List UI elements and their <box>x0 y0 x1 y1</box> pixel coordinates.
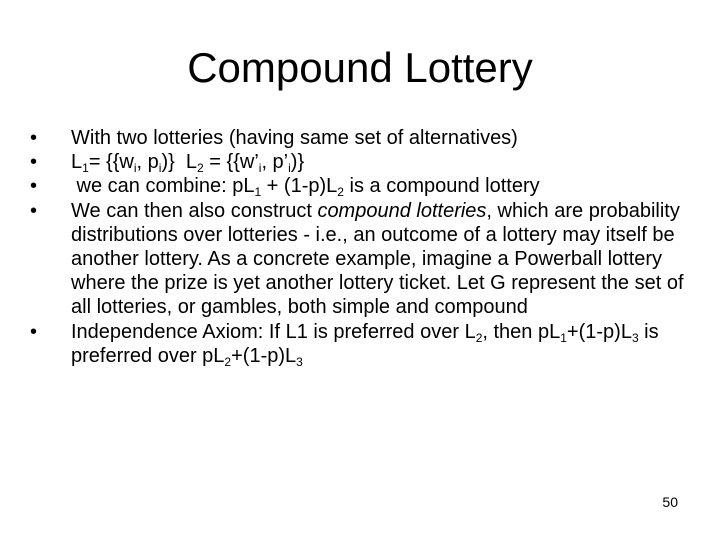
text-run: )} L <box>161 151 198 174</box>
text-run: is preferred over pL <box>71 320 659 367</box>
text-run: , then pL <box>482 320 561 343</box>
text-run: is a compound lottery <box>343 175 540 198</box>
text-run: +(1-p)L <box>231 344 297 367</box>
bullet-icon: • <box>30 199 38 222</box>
bullet-icon: • <box>30 127 38 149</box>
bullet-icon: • <box>30 151 38 174</box>
subscript: i <box>288 161 291 176</box>
bullet-item <box>30 126 690 150</box>
text-run: +(1-p)L <box>566 320 632 343</box>
text-run: , p <box>136 151 159 174</box>
subscript: i <box>133 161 137 176</box>
subscript: 2 <box>475 330 483 345</box>
subscript: 2 <box>337 185 344 200</box>
text-run: = {{w’ <box>203 151 259 174</box>
subscript: i <box>258 161 262 176</box>
text-run: Independence Axiom: If L1 is preferred over L <box>71 320 476 343</box>
subscript: 1 <box>82 161 89 176</box>
bullet-item <box>30 174 690 198</box>
bullet-icon: • <box>30 320 38 343</box>
bullet-list <box>30 126 690 368</box>
bullet-icon: • <box>30 175 38 198</box>
bullet-text <box>71 175 540 200</box>
text-run: we can combine: pL <box>71 175 255 198</box>
subscript: 2 <box>224 354 232 369</box>
bullet-text <box>71 151 305 176</box>
slide-title: Compound Lottery <box>187 44 533 91</box>
bullet-item <box>30 150 690 174</box>
text-run: L <box>71 151 83 174</box>
bullet-text <box>71 200 684 319</box>
text-run: We can then also construct <box>71 199 318 222</box>
text-run: = {{w <box>88 151 134 174</box>
bullet-text: With two lotteries (having same set of alternatives) <box>71 127 518 149</box>
text-run: + (1-p)L <box>261 175 338 198</box>
bullet-text <box>71 321 659 367</box>
page-number: 50 <box>662 494 678 510</box>
subscript: 1 <box>254 185 262 200</box>
bullet-item <box>30 199 690 320</box>
subscript: 3 <box>296 354 303 369</box>
text-run: )} <box>290 151 305 174</box>
emphasis-text: compound lotteries <box>317 199 487 222</box>
subscript: 1 <box>560 330 567 345</box>
bullet-item <box>30 320 690 368</box>
text-run: , which are probability distributions over lotteries - i.e., an outcome of a lottery may itself be another lottery. As a concrete example, imagine a Powerball lottery where the prize is yet another lottery ticket. Let G represent the set of all lotteries, or gambles, both simple and compound <box>71 199 684 319</box>
subscript: 2 <box>197 161 204 176</box>
subscript: 3 <box>631 330 639 345</box>
text-run: , p’ <box>261 151 289 174</box>
subscript: i <box>158 161 162 176</box>
